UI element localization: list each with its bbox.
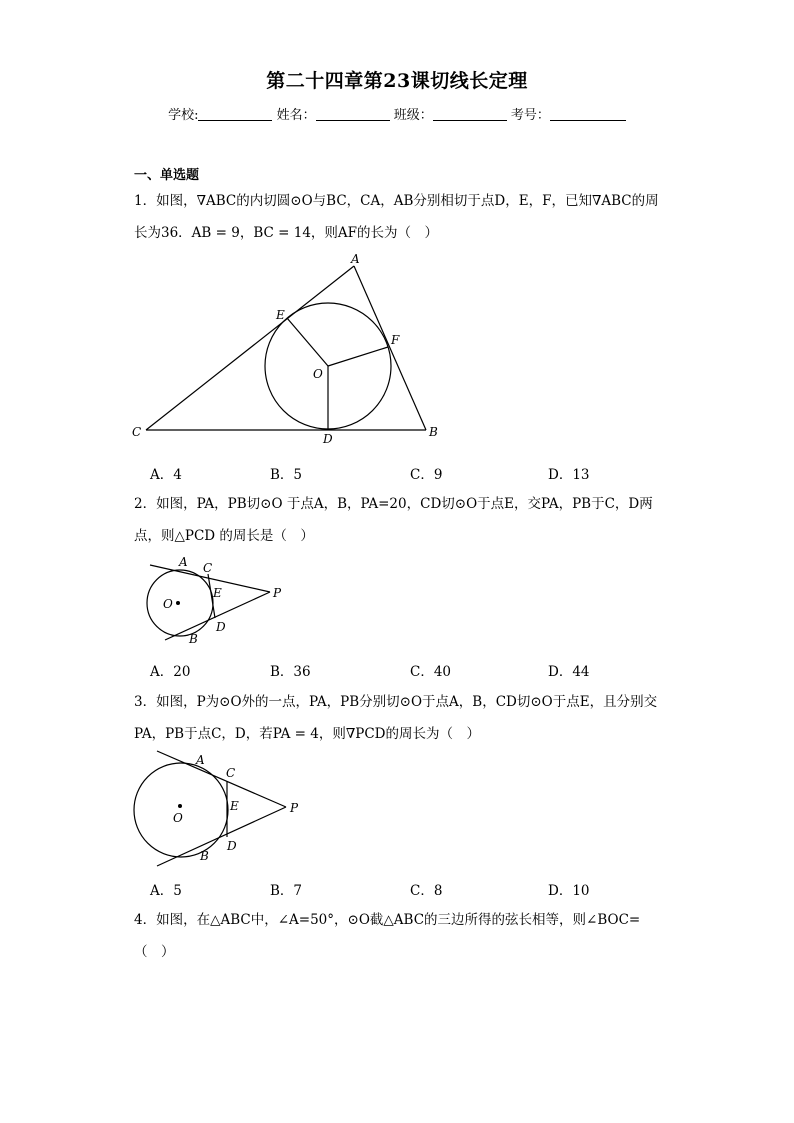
fig2-label: D xyxy=(216,620,226,634)
fig3-label: P xyxy=(290,801,299,815)
question-4-text: 4．如图，在△ABC中，∠A=50°，⊙O截△ABC的三边所得的弦长相等，则∠BOC=（ ） xyxy=(134,912,641,960)
section-title: 一、单选题 xyxy=(134,168,200,183)
question-1-figure xyxy=(130,248,450,448)
school-blank[interactable] xyxy=(198,108,272,121)
option[interactable]: B．36 xyxy=(270,664,311,680)
fig2-label: A xyxy=(179,555,188,569)
question-3-text: 3．如图，P为⊙O外的一点，PA，PB分别切⊙O于点A，B，CD切⊙O于点E，且分别交PA，PB于点C，D，若PA = 4，则∇PCD的周长为（ ） xyxy=(134,694,658,742)
option[interactable]: C．9 xyxy=(410,467,443,483)
fig1-label: E xyxy=(276,308,285,322)
question-2-figure xyxy=(140,552,290,648)
school-label: 学校: xyxy=(168,108,199,123)
fig2-label: C xyxy=(203,561,213,575)
fig2-label: O xyxy=(163,597,173,611)
fig2-label: P xyxy=(273,586,282,600)
fig3-label: C xyxy=(226,766,236,780)
name-blank[interactable] xyxy=(316,108,390,121)
fig1-label: F xyxy=(391,333,400,347)
fig3-label: E xyxy=(230,799,239,813)
question-3-figure xyxy=(130,748,305,870)
fig2-label: B xyxy=(189,632,198,646)
fig1-label: C xyxy=(132,425,142,439)
fig3-label: O xyxy=(173,811,183,825)
option[interactable]: A．4 xyxy=(150,467,182,483)
circle-o xyxy=(134,763,228,857)
number-label: 考号： xyxy=(510,108,550,123)
fig2-label: E xyxy=(213,586,222,600)
fig1-label: B xyxy=(429,425,438,439)
question-2-text: 2．如图，PA，PB切⊙O 于点A，B，PA=20，CD切⊙O于点E，交PA，PB于C，D两点，则△PCD 的周长是（ ） xyxy=(134,496,653,544)
option[interactable]: D．44 xyxy=(548,664,590,680)
center-dot xyxy=(176,601,180,605)
center-dot xyxy=(178,804,182,808)
option[interactable]: B．5 xyxy=(270,467,303,483)
radii xyxy=(287,318,388,430)
option[interactable]: D．10 xyxy=(548,883,590,899)
option[interactable]: D．13 xyxy=(548,467,590,483)
student-info xyxy=(0,104,794,123)
question-1-text: 1．如图，∇ABC的内切圆⊙O与BC，CA，AB分别相切于点D，E，F，已知∇ABC的周长为36．AB = 9，BC = 14，则AF的长为（ ） xyxy=(134,193,659,241)
fig3-label: D xyxy=(227,839,237,853)
page-title: 第二十四章第23课切线长定理 xyxy=(266,70,528,92)
name-label: 姓名： xyxy=(276,108,316,123)
option[interactable]: C．40 xyxy=(410,664,452,680)
fig3-label: A xyxy=(196,753,205,767)
number-blank[interactable] xyxy=(550,108,626,121)
fig1-label: A xyxy=(351,252,360,266)
fig1-label: O xyxy=(313,367,323,381)
fig1-label: D xyxy=(323,432,333,446)
option[interactable]: A．5 xyxy=(150,883,182,899)
fig3-label: B xyxy=(200,849,209,863)
class-blank[interactable] xyxy=(433,108,507,121)
option[interactable]: B．7 xyxy=(270,883,303,899)
option[interactable]: A．20 xyxy=(150,664,191,680)
tangent-pa xyxy=(157,751,286,807)
option[interactable]: C．8 xyxy=(410,883,443,899)
class-label: 班级： xyxy=(393,108,433,123)
